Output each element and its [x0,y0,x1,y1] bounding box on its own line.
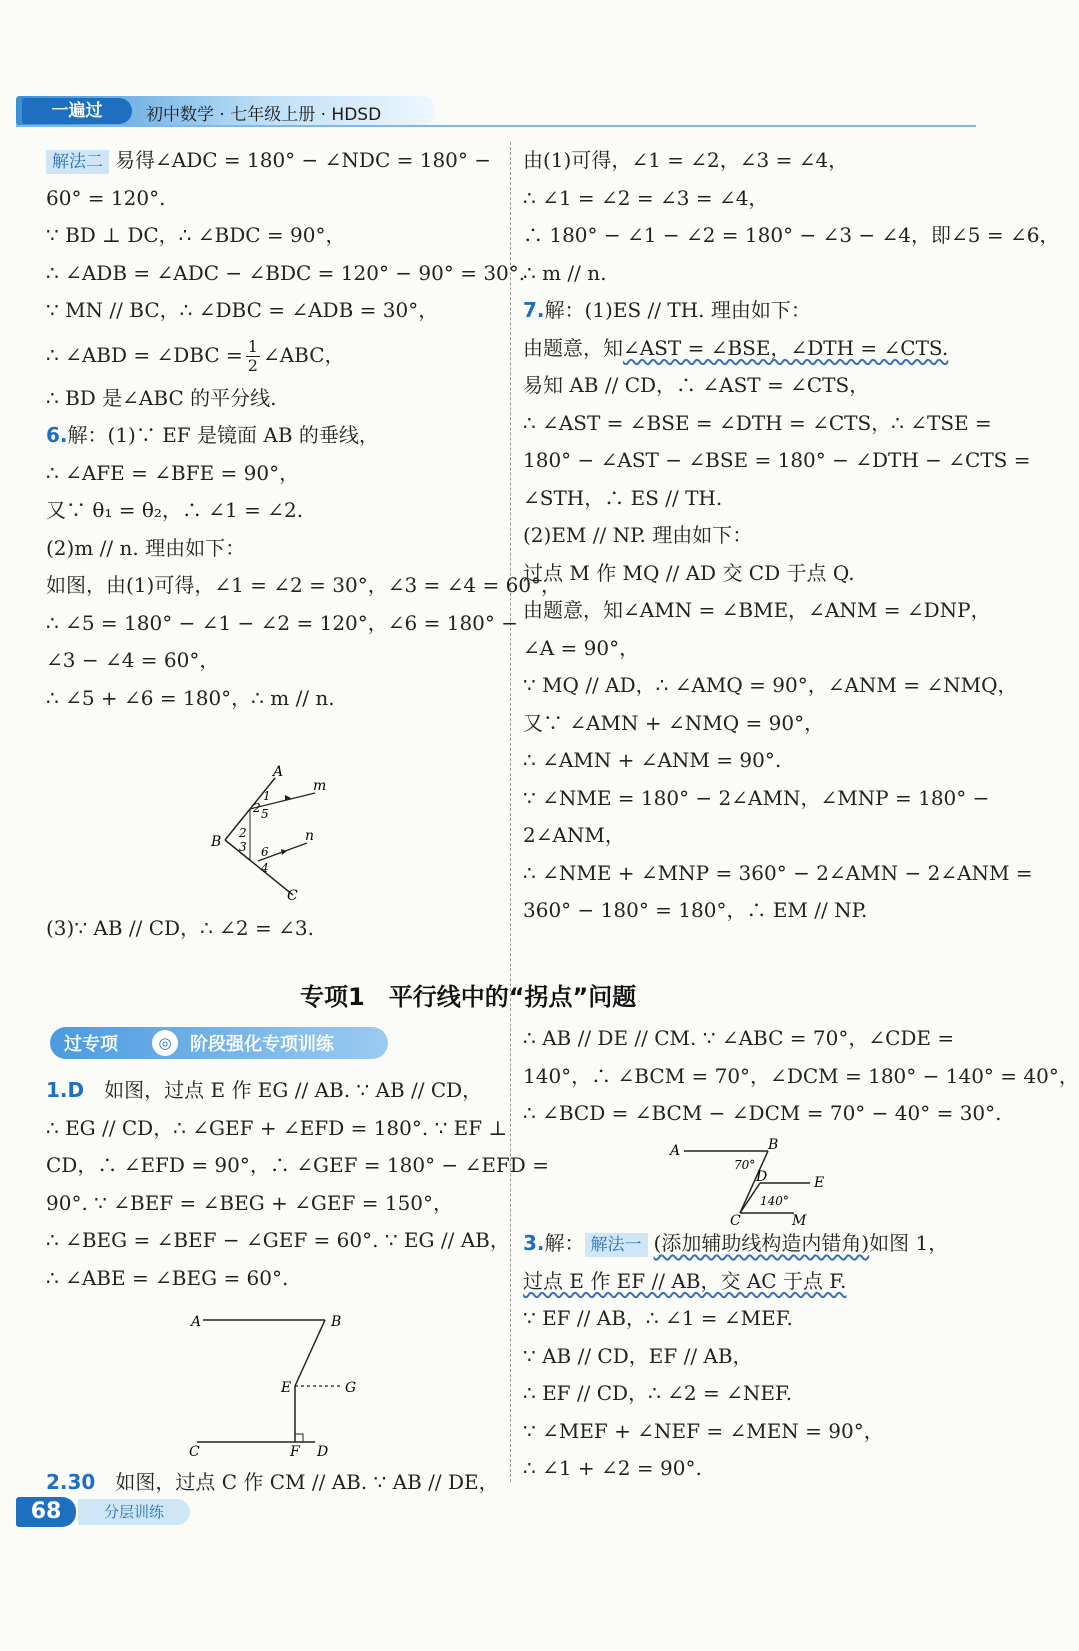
fig1-label-E: E [281,1380,292,1396]
text-line: 60° = 120°. [46,185,166,210]
fig1-label-D: D [317,1444,329,1460]
fig6-angle-2: 2 [239,826,247,840]
text-line: 又∵ θ₁ = θ₂，∴ ∠1 = ∠2. [46,498,304,522]
text-line [46,417,501,455]
text-line: ∴ ∠NME + ∠MNP = 360° − 2∠AMN − 2∠ANM = [523,860,1033,885]
section-title: 专项1 平行线中的“拐点”问题 [300,983,637,1011]
question-number: 3. [523,1231,545,1255]
text-line: 又∵ ∠AMN + ∠NMQ = 90°， [523,710,825,735]
text-line: ∴ ∠5 = 180° − ∠1 − ∠2 = 120°，∠6 = 180° − [46,610,519,635]
text-line: ∴ EF // CD，∴ ∠2 = ∠NEF. [523,1381,793,1405]
question-number: 1. [46,1078,68,1102]
text-line: ∵ BD ⊥ DC，∴ ∠BDC = 90°， [46,223,346,247]
text-line: ∴ ∠AFE = ∠BFE = 90°， [46,460,300,485]
text-line: ∴ ∠BEG = ∠BEF − ∠GEF = 60°. ∵ EG // AB， [46,1228,510,1252]
text-line: ∴ 180° − ∠1 − ∠2 = 180° − ∠3 − ∠4，即∠5 = ∠6， [523,223,1060,247]
text-line: 如图，由(1)可得，∠1 = ∠2 = 30°，∠3 = ∠4 = 60°， [46,573,562,597]
fig6-angle-3: 3 [239,840,247,854]
line-text: 解： [544,1231,585,1255]
text-line: ∴ ∠BCD = ∠BCM − ∠DCM = 70° − 40° = 30°. [523,1101,1002,1125]
fig2-label-C: C [730,1213,741,1229]
line-text: ∴ ∠ABD = ∠DBC = [46,342,243,367]
fig2-label-B: B [768,1137,779,1153]
fig6-label-A: A [273,764,284,780]
fraction-denominator: 2 [247,355,258,375]
left-column-last [46,1464,501,1502]
fig2-angle-70: 70° [734,1158,756,1172]
text-line: (3)∵ AB // CD，∴ ∠2 = ∠3. [46,916,314,940]
figure-q6 [205,760,345,904]
right-column-top [523,142,1060,930]
fig6-angle-6: 6 [261,845,269,859]
text-line: ∵ MN // BC，∴ ∠DBC = ∠ADB = 30°， [46,298,439,322]
text-line: ∵ EF // AB，∴ ∠1 = ∠MEF. [523,1306,793,1330]
page-header [0,96,1000,130]
wavy-underline-text: ∠AST = ∠BSE，∠DTH = ∠CTS. [623,335,949,360]
header-logo: 一遍过 [22,98,132,124]
fig6-label-n: n [305,828,315,844]
line-text: 由题意，知 [523,335,623,360]
question-number: 2. [46,1470,68,1494]
band-label-right: 阶段强化专项训练 [190,1034,334,1055]
line-text: 如图，过点 C 作 CM // AB. ∵ AB // DE， [115,1470,499,1494]
text-line: ∴ ∠1 + ∠2 = 90°. [523,1456,702,1480]
text-line: 360° − 180° = 180°，∴ EM // NP. [523,898,868,922]
method-tag: 解法一 [585,1233,648,1257]
fig2-label-M: M [792,1213,807,1229]
fig6-label-C: C [287,888,298,904]
text-line: ∴ m // n. [523,260,607,285]
wavy-underline-text: 过点 E 作 EF // AB，交 AC 于点 F. [523,1268,847,1293]
line-text: 如图 1， [869,1231,949,1255]
text-line: 90°. ∵ ∠BEF = ∠BEG + ∠GEF = 150°， [46,1190,454,1215]
band-label-left: 过专项 [64,1034,118,1055]
method-tag: 解法二 [46,150,109,174]
header-rule [16,125,976,127]
page-number: 68 [16,1497,76,1527]
camera-icon: ◎ [152,1030,178,1056]
text-line: 易知 AB // CD，∴ ∠AST = ∠CTS， [523,373,870,397]
fig2-label-E: E [814,1175,825,1191]
text-line: ∴ ∠5 + ∠6 = 180°，∴ m // n. [46,685,335,710]
right-column-last [523,1225,978,1488]
text-line [523,292,978,330]
text-line [523,1263,978,1301]
fig6-label-m: m [313,778,327,794]
text-line: ∴ ∠1 = ∠2 = ∠3 = ∠4， [523,185,769,210]
text-line: 2∠ANM， [523,823,625,847]
line-text: 易得∠ADC = 180° − ∠NDC = 180° − [115,148,492,172]
text-line: ∵ ∠MEF + ∠NEF = ∠MEN = 90°， [523,1418,884,1443]
left-column-mid [46,910,501,948]
fig1-label-B: B [331,1314,342,1330]
fig1-label-A: A [191,1314,202,1330]
wavy-underline-text: (添加辅助线构造内错角) [653,1231,870,1255]
fig6-angle-5: 5 [261,807,269,821]
text-line: ∠A = 90°， [523,635,640,660]
text-line: 由(1)可得，∠1 = ∠2，∠3 = ∠4， [523,148,849,172]
text-line: ∵ ∠NME = 180° − 2∠AMN，∠MNP = 180° − [523,785,990,810]
line-text: 如图，过点 E 作 EG // AB. ∵ AB // CD， [104,1078,483,1102]
fraction [246,338,260,375]
text-line [46,1072,501,1110]
text-line: ∴ AB // DE // CM. ∵ ∠ABC = 70°，∠CDE = [523,1026,955,1050]
fig2-label-D: D [756,1169,768,1185]
fig6-label-B: B [211,834,222,850]
line-text: ∠ABC， [262,342,345,367]
text-line: ∴ ∠AMN + ∠ANM = 90°. [523,748,782,772]
text-line: ∠3 − ∠4 = 60°， [46,648,220,672]
fig2-angle-140: 140° [760,1194,789,1208]
text-line: ∵ AB // CD，EF // AB， [523,1343,753,1368]
fig1-label-C: C [189,1444,200,1460]
answer-value: D [67,1078,85,1102]
text-line: ∴ ∠ABE = ∠BEG = 60°. [46,1265,289,1290]
text-line: 180° − ∠AST − ∠BSE = 180° − ∠DTH − ∠CTS = [523,448,1031,472]
text-line: ∴ BD 是∠ABC 的平分线. [46,385,277,410]
question-number: 7. [523,298,545,322]
left-column-top [46,142,562,717]
fraction-numerator: 1 [247,336,258,356]
left-column-bottom [46,1072,549,1297]
text-line [46,330,501,380]
fig2-label-A: A [670,1143,681,1159]
column-divider [510,142,511,1482]
fig6-angle-1: 1 [263,789,271,803]
fig1-label-G: G [345,1380,357,1396]
text-line: ∴ ∠ADB = ∠ADC − ∠BDC = 120° − 90° = 30°. [46,260,526,285]
line-text: 解：(1)ES // TH. 理由如下： [544,298,811,322]
figure-q1 [185,1310,355,1460]
header-title: 初中数学 · 七年级上册 · HDSD [146,105,382,125]
text-line [523,1225,978,1263]
fig6-angle-4: 4 [261,861,269,875]
fig6-angle-2-top: 2 [253,801,261,815]
text-line: (2)m // n. 理由如下： [46,535,246,560]
figure-q2 [670,1135,840,1229]
question-number: 6. [46,423,68,447]
footer-label: 分层训练 [78,1499,190,1525]
right-column-bottom [523,1020,1079,1133]
text-line: ∴ ∠AST = ∠BSE = ∠DTH = ∠CTS，∴ ∠TSE = [523,410,992,435]
line-text: 解：(1)∵ EF 是镜面 AB 的垂线， [67,423,379,447]
section-band [50,1027,388,1059]
answer-value: 30 [67,1470,96,1494]
text-line: 过点 M 作 MQ // AD 交 CD 于点 Q. [523,560,855,585]
text-line: ∠STH，∴ ES // TH. [523,485,723,510]
text-line [523,330,978,368]
text-line: (2)EM // NP. 理由如下： [523,523,753,547]
fig1-label-F: F [290,1444,300,1460]
text-line [46,142,501,180]
text-line: 由题意，知∠AMN = ∠BME，∠ANM = ∠DNP， [523,598,991,622]
text-line: CD，∴ ∠EFD = 90°，∴ ∠GEF = 180° − ∠EFD = [46,1153,549,1177]
text-line: ∴ EG // CD，∴ ∠GEF + ∠EFD = 180°. ∵ EF ⊥ [46,1115,508,1140]
text-line: 140°，∴ ∠BCM = 70°，∠DCM = 180° − 140° = 40°， [523,1063,1079,1088]
text-line: ∵ MQ // AD，∴ ∠AMQ = 90°，∠ANM = ∠NMQ， [523,673,1018,697]
page-footer [16,1497,186,1527]
text-line [46,1464,501,1502]
